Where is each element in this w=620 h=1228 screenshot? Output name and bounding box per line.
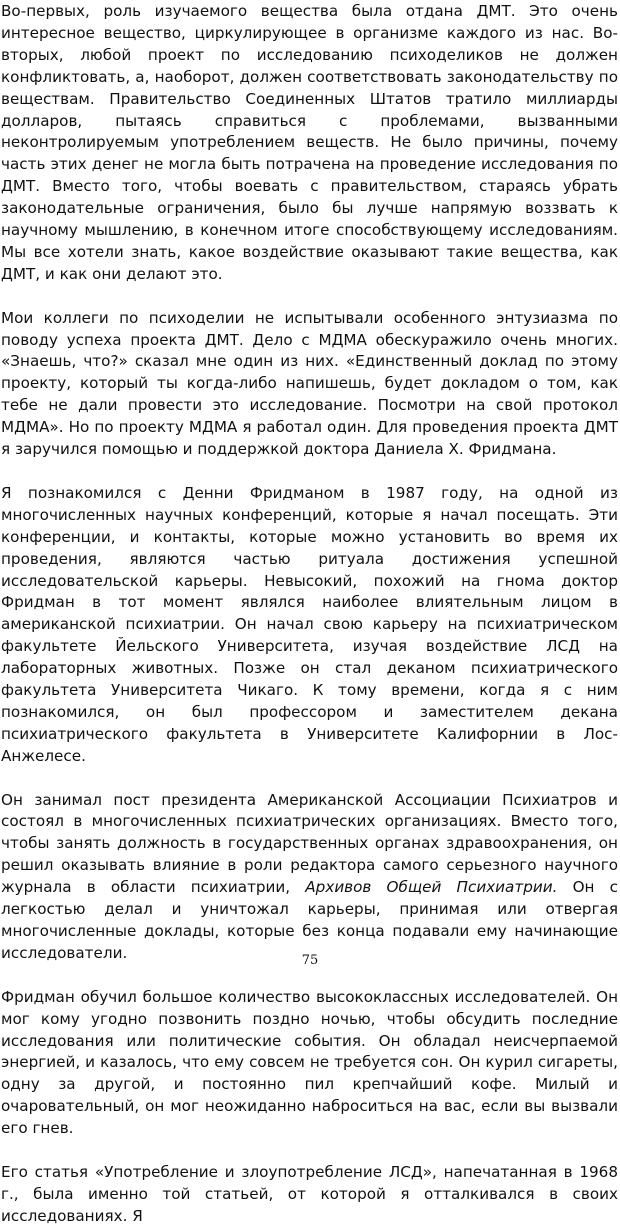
paragraph-1: Во-первых, роль изучаемого вещества была отдана ДМТ. Это очень интересное вещество, циркулирующее в организме каждого из нас. Во-вторых, любой проект по исследованию психоделиков не должен конфликтовать, а, наоборот, должен соответствовать законодательству по веществам. Правительство Соединенных Штатов тратило миллиарды долларов, пытаясь справиться с проблемами, вызванными неконтролируемым употреблением веществ. Не было причины, почему часть этих денег не могла быть потрачена на проведение исследования по ДМТ. Вместо того, чтобы воевать с правительством, стараясь убрать законодательные ограничения, было бы лучше напрямую воззвать к научному мышлению, в конечном итоге способствующему исследованиям. Мы все хотели знать, какое воздействие оказывают такие вещества, как ДМТ, и как они делают это. bbox=[1, 2, 618, 283]
paragraph-4-text-start: Он занимал пост президента Американской Ассоциации Психиатров и состоял в многочисленных психиатрических организациях. Вместо того, чтобы занять должность в государственных органах здравоохранения, он решил оказывать влияние в роли редактора самого серьезного научного журнала в области психиатрии, bbox=[1, 790, 618, 897]
paragraph-6: Его статья «Употребление и злоупотребление ЛСД», напечатанная в 1968 г., была именно той статьей, от которой я отталкивался в своих исследованиях. Я bbox=[1, 1162, 618, 1225]
paragraph-3: Я познакомился с Денни Фридманом в 1987 году, на одной из многочисленных научных конференций, которые я начал посещать. Эти конференции, и контакты, которые можно установить во время их проведения, являются частью ритуала достижения успешной исследовательской карьеры. Невысокий, похожий на гнома доктор Фридман в тот момент являлся наиболее влиятельным лицом в американской психиатрии. Он начал свою карьеру на психиатрическом факультете Йельского Университета, изучая воздействие ЛСД на лабораторных животных. Позже он стал деканом психиатрического факультета Университета Чикаго. К тому времени, когда я с ним познакомился, он был профессором и заместителем декана психиатрического факультета в Университете Калифорнии в Лос-Анжелесе. bbox=[1, 483, 618, 765]
paragraph-4 bbox=[1, 790, 618, 965]
paragraph-4-text-end: Он с легкостью делал и уничтожал карьеры, принимая или отвергая многочисленные доклады, которые без конца подавали ему начинающие исследователи. bbox=[1, 878, 618, 962]
paragraph-5: Фридман обучил большое количество высококлассных исследователей. Он мог кому угодно позвонить поздно ночью, чтобы обсудить последние исследования или политические события. Он обладал неисчерпаемой энергией, и казалось, что ему совсем не требуется сон. Он курил сигареты, одну за другой, и постоянно пил крепчайший кофе. Милый и очаровательный, он мог неожиданно наброситься на вас, если вы вызвали его гнев. bbox=[1, 987, 618, 1138]
journal-title-italic: Архивов Общей Психиатрии. bbox=[305, 878, 558, 897]
body-text bbox=[1, 1, 618, 1228]
page-number: 75 bbox=[301, 953, 319, 968]
paragraph-2: Мои коллеги по психоделии не испытывали особенного энтузиазма по поводу успеха проекта ДМТ. Дело с МДМА обескуражило очень многих. «Знаешь, что?» сказал мне один из них. «Единственный доклад по этому проекту, который ты когда-либо напишешь, будет докладом о том, как тебе не дали провести это исследование. Посмотри на свой протокол МДМА». Но по проекту МДМА я работал один. Для проведения проекта ДМТ я заручился помощью и поддержкой доктора Даниела Х. Фридмана. bbox=[1, 308, 618, 459]
